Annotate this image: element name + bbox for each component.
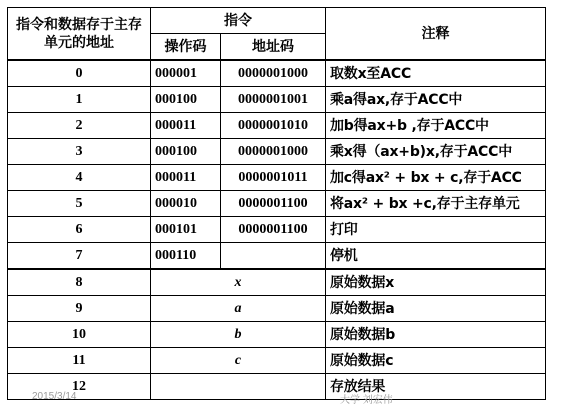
opcode-cell: 000110 bbox=[151, 243, 221, 270]
address-cell: 1 bbox=[8, 87, 151, 113]
opcode-cell: 000011 bbox=[151, 165, 221, 191]
note-cell: 原始数据a bbox=[326, 296, 546, 322]
address-cell: 11 bbox=[8, 348, 151, 374]
address-code-cell bbox=[221, 243, 326, 270]
opcode-cell: 000010 bbox=[151, 191, 221, 217]
footer-author: 大学 刘宏伟 bbox=[340, 395, 393, 406]
opcode-cell: 000100 bbox=[151, 87, 221, 113]
opcode-cell: 000101 bbox=[151, 217, 221, 243]
data-cell: x bbox=[151, 269, 326, 296]
note-cell: 停机 bbox=[326, 243, 546, 270]
table-row bbox=[8, 191, 546, 217]
address-cell: 6 bbox=[8, 217, 151, 243]
header-address-code: 地址码 bbox=[221, 34, 326, 61]
address-cell: 4 bbox=[8, 165, 151, 191]
data-cell: b bbox=[151, 322, 326, 348]
opcode-cell: 000011 bbox=[151, 113, 221, 139]
address-cell: 8 bbox=[8, 269, 151, 296]
data-cell: a bbox=[151, 296, 326, 322]
table-row bbox=[8, 243, 546, 270]
address-cell: 5 bbox=[8, 191, 151, 217]
opcode-cell: 000001 bbox=[151, 60, 221, 87]
address-code-cell: 0000001000 bbox=[221, 139, 326, 165]
header-address-label: 指令和数据存于主存单元的地址 bbox=[16, 16, 142, 51]
note-cell: 乘a得ax,存于ACC中 bbox=[326, 87, 546, 113]
address-code-cell: 0000001100 bbox=[221, 217, 326, 243]
table-row bbox=[8, 87, 546, 113]
footer-date: 2015/3/14 bbox=[32, 391, 77, 402]
header-instruction: 指令 bbox=[151, 8, 326, 34]
table-row bbox=[8, 322, 546, 348]
address-cell: 12 bbox=[8, 374, 151, 400]
opcode-cell: 000100 bbox=[151, 139, 221, 165]
address-code-cell: 0000001010 bbox=[221, 113, 326, 139]
address-cell: 3 bbox=[8, 139, 151, 165]
address-code-cell: 0000001100 bbox=[221, 191, 326, 217]
note-cell: 取数x至ACC bbox=[326, 60, 546, 87]
header-address bbox=[8, 8, 151, 61]
table-row bbox=[8, 348, 546, 374]
header-note: 注释 bbox=[326, 8, 546, 61]
program-table bbox=[7, 7, 546, 400]
table-row bbox=[8, 296, 546, 322]
table-row bbox=[8, 165, 546, 191]
address-cell: 2 bbox=[8, 113, 151, 139]
table-row bbox=[8, 113, 546, 139]
address-cell: 7 bbox=[8, 243, 151, 270]
address-cell: 10 bbox=[8, 322, 151, 348]
table-row bbox=[8, 269, 546, 296]
address-code-cell: 0000001001 bbox=[221, 87, 326, 113]
address-cell: 9 bbox=[8, 296, 151, 322]
table-row bbox=[8, 60, 546, 87]
data-cell: c bbox=[151, 348, 326, 374]
address-code-cell: 0000001011 bbox=[221, 165, 326, 191]
note-cell: 加c得ax² + bx + c,存于ACC bbox=[326, 165, 546, 191]
note-cell: 原始数据b bbox=[326, 322, 546, 348]
note-cell: 打印 bbox=[326, 217, 546, 243]
address-cell: 0 bbox=[8, 60, 151, 87]
note-cell: 原始数据x bbox=[326, 269, 546, 296]
table-row bbox=[8, 139, 546, 165]
header-opcode: 操作码 bbox=[151, 34, 221, 61]
note-cell: 原始数据c bbox=[326, 348, 546, 374]
data-cell bbox=[151, 374, 326, 400]
table-row bbox=[8, 374, 546, 400]
note-cell: 将ax² + bx +c,存于主存单元 bbox=[326, 191, 546, 217]
address-code-cell: 0000001000 bbox=[221, 60, 326, 87]
note-cell: 加b得ax+b ,存于ACC中 bbox=[326, 113, 546, 139]
note-cell: 乘x得（ax+b)x,存于ACC中 bbox=[326, 139, 546, 165]
note-cell: 存放结果 bbox=[326, 374, 546, 400]
table-row bbox=[8, 217, 546, 243]
